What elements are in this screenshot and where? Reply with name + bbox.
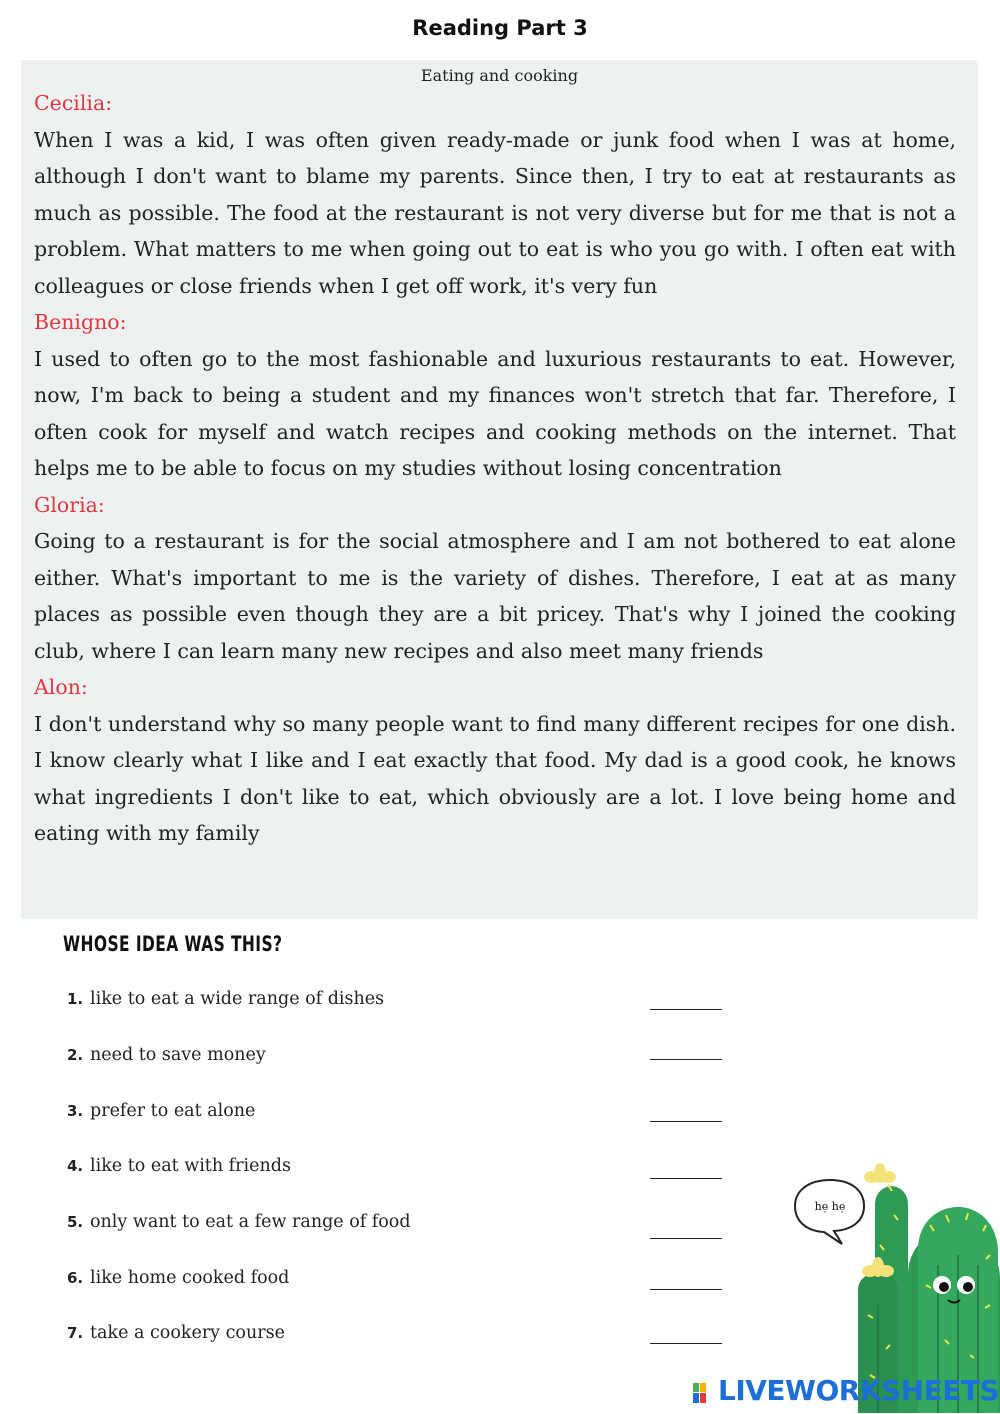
reading-panel <box>21 60 978 919</box>
question-text: need to save money <box>90 1045 266 1065</box>
reading-subtitle: Eating and cooking <box>420 66 579 85</box>
person-name-benigno: Benigno: <box>34 310 127 334</box>
person-text-benigno: I used to often go to the most fashionable and luxurious restaurants to eat. However, now, I'm back to being a student and my finances won't stretch that far. Therefore, I often cook for myself and watch recipes and cooking methods on the internet. That helps me to be able to focus on my studies without losing concentration <box>34 346 956 480</box>
question-item <box>67 1101 667 1121</box>
questions-heading: WHOSE IDEA WAS THIS? <box>63 932 283 956</box>
person-text-alon: I don't understand why so many people want to find many different recipes for one dish. I know clearly what I like and I eat exactly that food. My dad is a good cook, he knows what ingredients I don't like to eat, which obviously are a lot. I love being home and eating with my family <box>34 711 956 845</box>
person-name-alon: Alon: <box>34 675 88 699</box>
question-number: 6. <box>67 1269 84 1287</box>
question-item <box>67 989 667 1009</box>
reading-text <box>34 85 956 852</box>
question-item <box>67 1268 667 1288</box>
question-number: 2. <box>67 1046 84 1064</box>
answer-blank-6[interactable] <box>650 1289 722 1290</box>
question-number: 5. <box>67 1213 84 1231</box>
question-number: 1. <box>67 990 84 1008</box>
person-text-cecilia: When I was a kid, I was often given ready-made or junk food when I was at home, although I don't want to blame my parents. Since then, I try to eat at restaurants as much as possible. The food at the restaurant is not very diverse but for me that is not a problem. What matters to me when going out to eat is who you go with. I often eat with colleagues or close friends when I get off work, it's very fun <box>34 127 956 298</box>
answer-blank-2[interactable] <box>650 1059 722 1060</box>
answer-blank-7[interactable] <box>650 1343 722 1344</box>
question-number: 3. <box>67 1102 84 1120</box>
question-item <box>67 1323 667 1343</box>
answer-blank-3[interactable] <box>650 1121 722 1122</box>
question-text: only want to eat a few range of food <box>90 1212 411 1232</box>
question-item <box>67 1212 667 1232</box>
person-name-cecilia: Cecilia: <box>34 91 113 115</box>
question-text: prefer to eat alone <box>90 1101 256 1121</box>
person-name-gloria: Gloria: <box>34 492 105 517</box>
question-text: like to eat with friends <box>90 1156 291 1176</box>
question-item <box>67 1156 667 1176</box>
question-text: like home cooked food <box>90 1268 290 1288</box>
question-number: 4. <box>67 1157 84 1175</box>
speech-bubble-text: hẹ hẹ <box>814 1200 846 1213</box>
question-item <box>67 1045 667 1065</box>
question-text: like to eat a wide range of dishes <box>90 989 385 1009</box>
answer-blank-4[interactable] <box>650 1178 722 1179</box>
liveworksheets-logo-text: LIVEWORKSHEETS <box>718 1374 1000 1407</box>
person-text-gloria: Going to a restaurant is for the social atmosphere and I am not bothered to eat alone either. What's important to me is the variety of dishes. Therefore, I eat at as many places as possible even though they are a bit pricey. That's why I joined the cooking club, where I can learn many new recipes and also meet many friends <box>34 529 956 663</box>
liveworksheets-logo-icon <box>692 1381 716 1405</box>
answer-blank-1[interactable] <box>650 1009 722 1010</box>
question-text: take a cookery course <box>90 1323 285 1343</box>
answer-blank-5[interactable] <box>650 1238 722 1239</box>
page-title: Reading Part 3 <box>412 16 588 40</box>
question-number: 7. <box>67 1324 84 1342</box>
